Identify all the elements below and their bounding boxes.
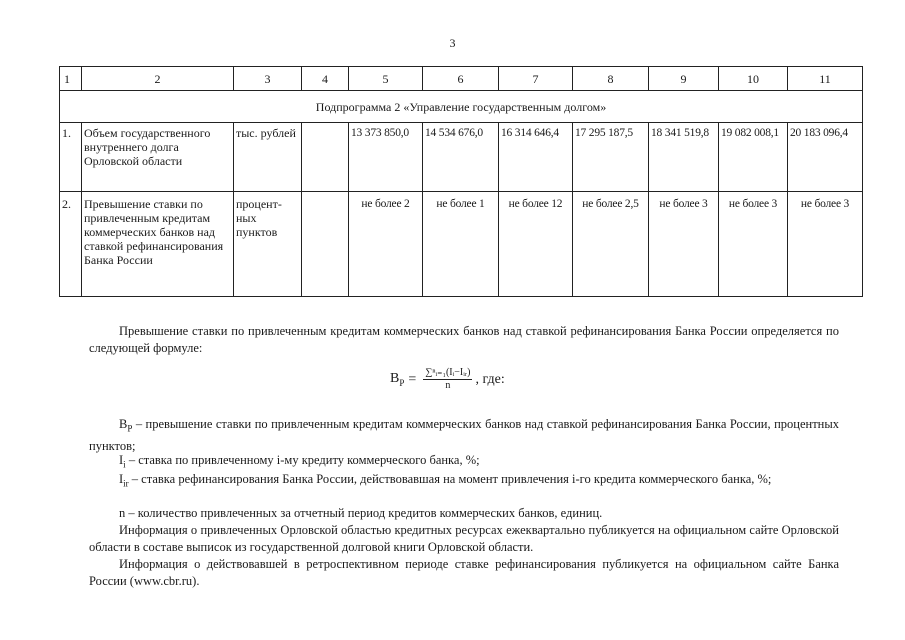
header-cell: 6 (423, 67, 499, 91)
formula-fraction (423, 367, 472, 392)
value-cell: 19 082 008,1 (719, 123, 788, 192)
header-cell: 3 (234, 67, 302, 91)
header-row (60, 67, 863, 91)
value-cell: не более 1 (423, 192, 499, 297)
value-cell: 20 183 096,4 (788, 123, 863, 192)
header-cell: 4 (302, 67, 349, 91)
indicator-unit: процент-ных пунктов (234, 192, 302, 297)
indicators-table (59, 66, 863, 297)
info-paragraph-2: Информация о действовавшей в ретроспективном периоде ставке рефинансирования публикуется на официальном сайте Банка России (www.cbr.ru). (89, 557, 839, 588)
value-cell: 17 295 187,5 (573, 123, 649, 192)
formula-tail: , где: (475, 371, 505, 387)
definition-n: n – количество привлеченных за отчетный период кредитов коммерческих банков, единиц. (119, 506, 603, 520)
value-cell: не более 3 (649, 192, 719, 297)
header-cell: 2 (82, 67, 234, 91)
subprogram-row (60, 91, 863, 123)
header-cell: 10 (719, 67, 788, 91)
header-cell: 5 (349, 67, 423, 91)
info-paragraph-1: Информация о привлеченных Орловской областью кредитных ресурсах ежеквартально публикуется на официальном сайте Орловской области в составе выписок из государственной долговой книги Орловской области. (89, 523, 839, 554)
value-cell: 14 534 676,0 (423, 123, 499, 192)
header-cell: 11 (788, 67, 863, 91)
formula-denominator: n (445, 380, 451, 391)
empty-cell (302, 123, 349, 192)
value-cell: 16 314 646,4 (499, 123, 573, 192)
definition-bp: $B_P$ – превышение ставки по привлеченным кредитам коммерческих банков над ставкой рефинансирования Банка России, процентных пунктов; (89, 417, 839, 453)
definition-ii: $I_i$ – ставка по привлеченному i-му кредиту коммерческого банка, %; (119, 453, 480, 470)
table-row (60, 123, 863, 192)
formula-lhs: $B_P$ (390, 371, 405, 388)
value-cell: не более 3 (788, 192, 863, 297)
value-cell: 13 373 850,0 (349, 123, 423, 192)
definition-iir: $I_{ir}$ – ставка рефинансирования Банка России, действовавшая на момент привлечения i-го кредита коммерческого банка, %; (119, 472, 772, 489)
value-cell: не более 12 (499, 192, 573, 297)
formula: $B_P$ = $\frac{\text{∑ⁿᵢ₌₁(Iᵢ−Iᵢᵣ)}}{n}$ , где: (390, 367, 505, 391)
table-row (60, 192, 863, 297)
indicator-name: Объем государственного внутреннего долга Орловской области (82, 123, 234, 192)
page-number: 3 (449, 36, 456, 50)
subprogram-title: Подпрограмма 2 «Управление государственным долгом» (60, 91, 863, 123)
header-cell: 1 (60, 67, 82, 91)
formula-numerator: ∑ⁿᵢ₌₁(Iᵢ−Iᵢᵣ) (425, 367, 471, 378)
value-cell: не более 2 (349, 192, 423, 297)
header-cell: 9 (649, 67, 719, 91)
intro-paragraph: Превышение ставки по привлеченным кредитам коммерческих банков над ставкой рефинансирования Банка России определяется по следующей формуле: (89, 324, 839, 355)
value-cell: не более 3 (719, 192, 788, 297)
row-index: 1. (60, 123, 82, 192)
header-cell: 8 (573, 67, 649, 91)
header-cell: 7 (499, 67, 573, 91)
empty-cell (302, 192, 349, 297)
value-cell: не более 2,5 (573, 192, 649, 297)
indicator-name: Превышение ставки по привлеченным кредитам коммерческих банков над ставкой рефинансирования Банка России (82, 192, 234, 297)
value-cell: 18 341 519,8 (649, 123, 719, 192)
row-index: 2. (60, 192, 82, 297)
indicator-unit: тыс. рублей (234, 123, 302, 192)
